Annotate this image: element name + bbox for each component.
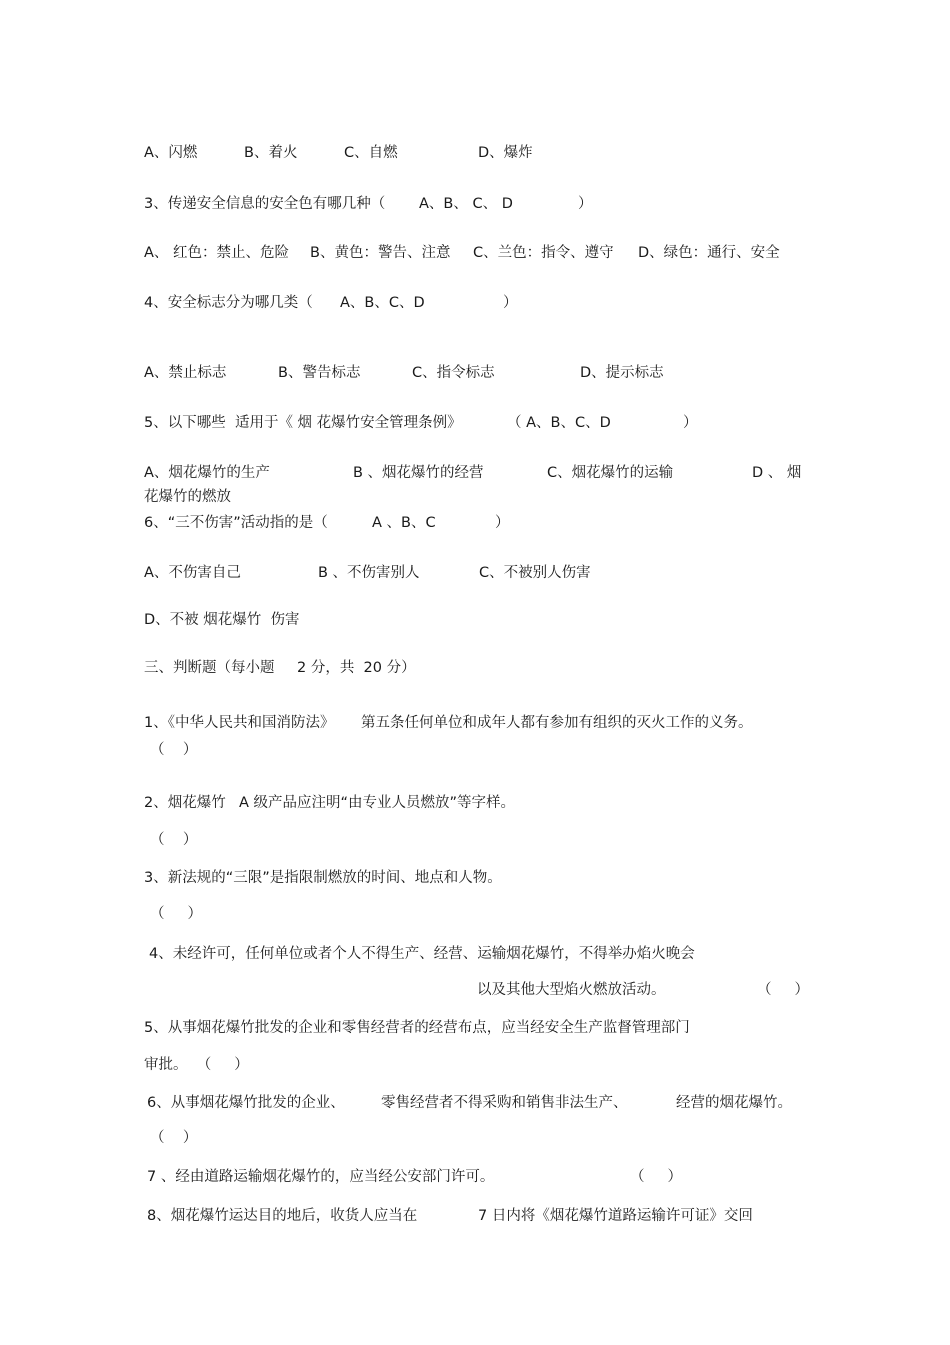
q3-option-c: C、兰色：指令、遵守: [473, 245, 614, 261]
q6-option-b: B 、不伤害别人: [318, 565, 420, 581]
q5-option-a: A、烟花爆竹的生产: [144, 465, 270, 481]
tf-q2-answer-paren: （ ）: [150, 832, 198, 848]
q4-close-paren: ）: [503, 295, 518, 311]
q4-option-c: C、指令标志: [412, 365, 495, 381]
q2-option-d: D、爆炸: [478, 145, 533, 161]
q4-answer: A、B、C、D: [340, 295, 425, 311]
tf-q5-line-1: 5、从事烟花爆竹批发的企业和零售经营者的经营布点，应当经安全生产监督管理部门: [144, 1020, 690, 1036]
q3-option-d: D、绿色：通行、安全: [638, 245, 780, 261]
q3-answer: A、B、 C、 D: [419, 196, 513, 212]
q6-option-c: C、不被别人伤害: [479, 565, 591, 581]
tf-q2-part-b: A 级产品应注明“由专业人员燃放”等字样。: [239, 795, 516, 811]
q3-option-b: B、黄色：警告、注意: [310, 245, 451, 261]
tf-q6-part-b: 零售经营者不得采购和销售非法生产、: [381, 1095, 628, 1111]
q5-option-d: D 、 烟: [752, 465, 802, 481]
tf-q8-part-b: 7 日内将《烟花爆竹道路运输许可证》交回: [478, 1208, 753, 1224]
tf-q6-part-a: 6、从事烟花爆竹批发的企业、: [147, 1095, 345, 1111]
q5-close-paren: ）: [683, 415, 698, 431]
tf-q3-answer-paren: （ ）: [150, 906, 203, 922]
tf-q6-answer-paren: （ ）: [150, 1130, 198, 1146]
tf-q2-part-a: 2、烟花爆竹: [144, 795, 226, 811]
q4-option-a: A、禁止标志: [144, 365, 227, 381]
q2-option-c: C、自燃: [344, 145, 398, 161]
q5-option-c: C、烟花爆竹的运输: [547, 465, 674, 481]
tf-q7-answer-paren: （ ）: [630, 1169, 683, 1185]
tf-q8-part-a: 8、烟花爆竹运达目的地后，收货人应当在: [147, 1208, 418, 1224]
q4-option-b: B、警告标志: [278, 365, 361, 381]
tf-q7: 7 、经由道路运输烟花爆竹的，应当经公安部门许可。: [147, 1169, 495, 1185]
q6-answer: A 、B、C: [372, 515, 436, 531]
q6-option-d: D、不被 烟花爆竹 伤害: [144, 612, 300, 628]
q3-close-paren: ）: [578, 196, 593, 212]
q5-answer: （ A、B、C、D: [507, 415, 611, 431]
tf-q4-line-1: 4、未经许可，任何单位或者个人不得生产、经营、运输烟花爆竹，不得举办焰火晚会: [149, 946, 695, 962]
tf-q1-answer-paren: （ ）: [150, 742, 198, 758]
q4-stem: 4、安全标志分为哪几类（: [144, 295, 313, 311]
tf-q3: 3、新法规的“三限”是指限制燃放的时间、地点和人物。: [144, 870, 502, 886]
tf-q5-line-2: 审批。 （ ）: [144, 1057, 249, 1073]
q2-option-b: B、着火: [244, 145, 298, 161]
q3-stem: 3、传递安全信息的安全色有哪几种（: [144, 196, 386, 212]
tf-q1-part-b: 第五条任何单位和成年人都有参加有组织的灭火工作的义务。: [361, 715, 753, 731]
q6-option-a: A、不伤害自己: [144, 565, 241, 581]
q4-option-d: D、提示标志: [580, 365, 664, 381]
q3-option-a: A、 红色：禁止、危险: [144, 245, 290, 261]
q6-close-paren: ）: [495, 515, 510, 531]
tf-q4-answer-paren: （ ）: [757, 982, 810, 998]
tf-q1-part-a: 1、《中华人民共和国消防法》: [144, 715, 335, 731]
q5-stem: 5、以下哪些 适用于《 烟 花爆竹安全管理条例》: [144, 415, 462, 431]
q5-option-b: B 、烟花爆竹的经营: [353, 465, 484, 481]
section-three-score: 2 分，共 20 分）: [297, 660, 416, 676]
q2-option-a: A、闪燃: [144, 145, 198, 161]
tf-q4-line-2: 以及其他大型焰火燃放活动。: [477, 982, 666, 998]
q6-stem: 6、“三不伤害”活动指的是（: [144, 515, 328, 531]
section-three-heading: 三、判断题（每小题: [144, 660, 275, 676]
q5-option-d-continued: 花爆竹的燃放: [144, 489, 231, 505]
tf-q6-part-c: 经营的烟花爆竹。: [676, 1095, 792, 1111]
